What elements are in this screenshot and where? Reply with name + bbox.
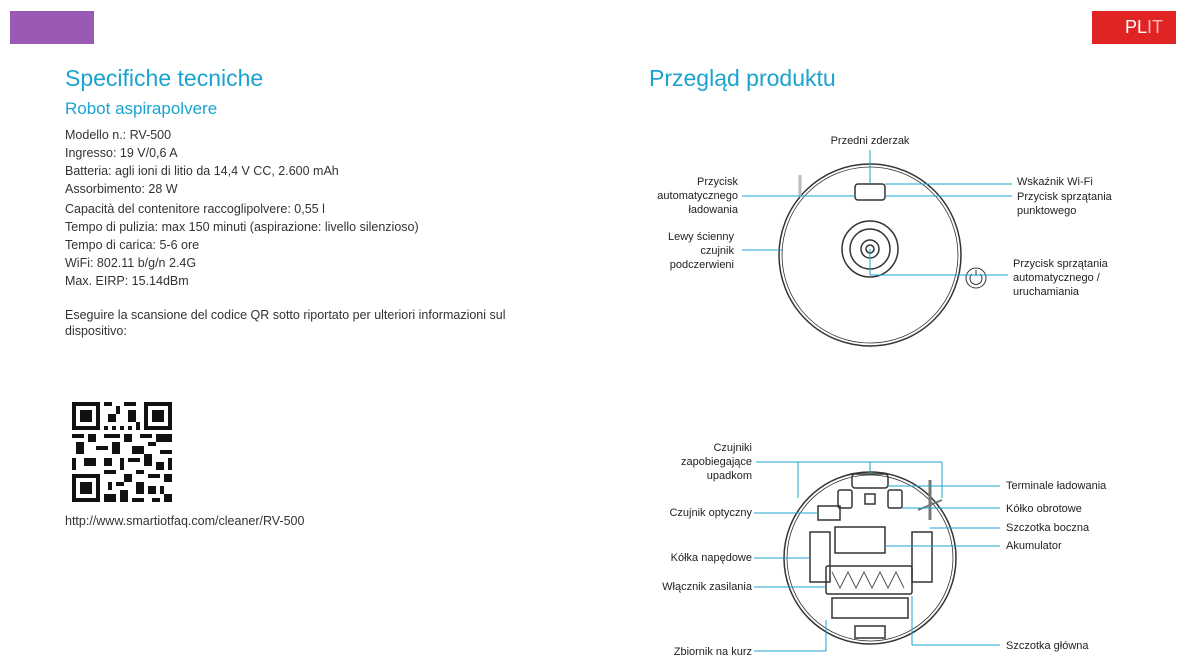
label-auto-charge-button: Przycisk automatycznego ładowania bbox=[657, 176, 738, 216]
spec-item: Max. EIRP: 15.14dBm bbox=[65, 274, 189, 288]
label-main-brush: Szczotka główna bbox=[1006, 640, 1089, 652]
specs-title: Specifiche tecniche bbox=[65, 65, 264, 91]
label-auto-clean-button: Przycisk sprzątania automatycznego / uruchamiania bbox=[1013, 258, 1108, 298]
label-charging-terminals: Terminale ładowania bbox=[1006, 480, 1107, 492]
spec-item: Ingresso: 19 V/0,6 A bbox=[65, 146, 178, 160]
label-front-bumper: Przedni zderzak bbox=[830, 135, 910, 147]
spec-item: Batteria: agli ioni di litio da 14,4 V CC, 2.600 mAh bbox=[65, 164, 339, 178]
spec-item: Tempo di pulizia: max 150 minuti (aspirazione: livello silenzioso) bbox=[65, 220, 419, 234]
label-optical-sensor: Czujnik optyczny bbox=[669, 507, 752, 519]
label-left-wall-sensor: Lewy ścienny czujnik podczerwieni bbox=[667, 231, 734, 271]
spec-item: Capacità del contenitore raccoglipolvere: 0,55 l bbox=[65, 202, 325, 216]
top-view-robot bbox=[779, 164, 986, 346]
product-subtitle: Robot aspirapolvere bbox=[65, 99, 218, 118]
label-wifi-indicator: Wskaźnik Wi-Fi bbox=[1017, 176, 1093, 188]
spec-item: Tempo di carica: 5-6 ore bbox=[65, 238, 200, 252]
spec-item: WiFi: 802.11 b/g/n 2.4G bbox=[65, 256, 197, 270]
label-battery: Akumulator bbox=[1006, 540, 1062, 552]
spec-item: Assorbimento: 28 W bbox=[65, 182, 178, 196]
label-spot-clean-button: Przycisk sprzątania punktowego bbox=[1017, 191, 1112, 217]
language-badge: PLIT bbox=[1092, 11, 1176, 44]
label-dustbin: Zbiornik na kurz bbox=[673, 646, 752, 658]
bottom-callout-lines bbox=[754, 462, 1000, 651]
label-cliff-sensors: Czujniki zapobiegające upadkom bbox=[681, 442, 752, 482]
qr-instruction: Eseguire la scansione del codice QR sotto riportato per ulteriori informazioni sul dispositivo: bbox=[65, 308, 506, 338]
label-side-brush: Szczotka boczna bbox=[1006, 522, 1090, 534]
label-caster-wheel: Kółko obrotowe bbox=[1006, 503, 1082, 515]
label-power-switch: Włącznik zasilania bbox=[662, 581, 752, 593]
overview-title: Przegląd produktu bbox=[649, 65, 836, 91]
top-callout-lines bbox=[742, 150, 1012, 275]
spec-item: Modello n.: RV-500 bbox=[65, 128, 172, 142]
info-url: http://www.smartiotfaq.com/cleaner/RV-500 bbox=[65, 514, 305, 528]
label-drive-wheels: Kółka napędowe bbox=[670, 552, 752, 564]
